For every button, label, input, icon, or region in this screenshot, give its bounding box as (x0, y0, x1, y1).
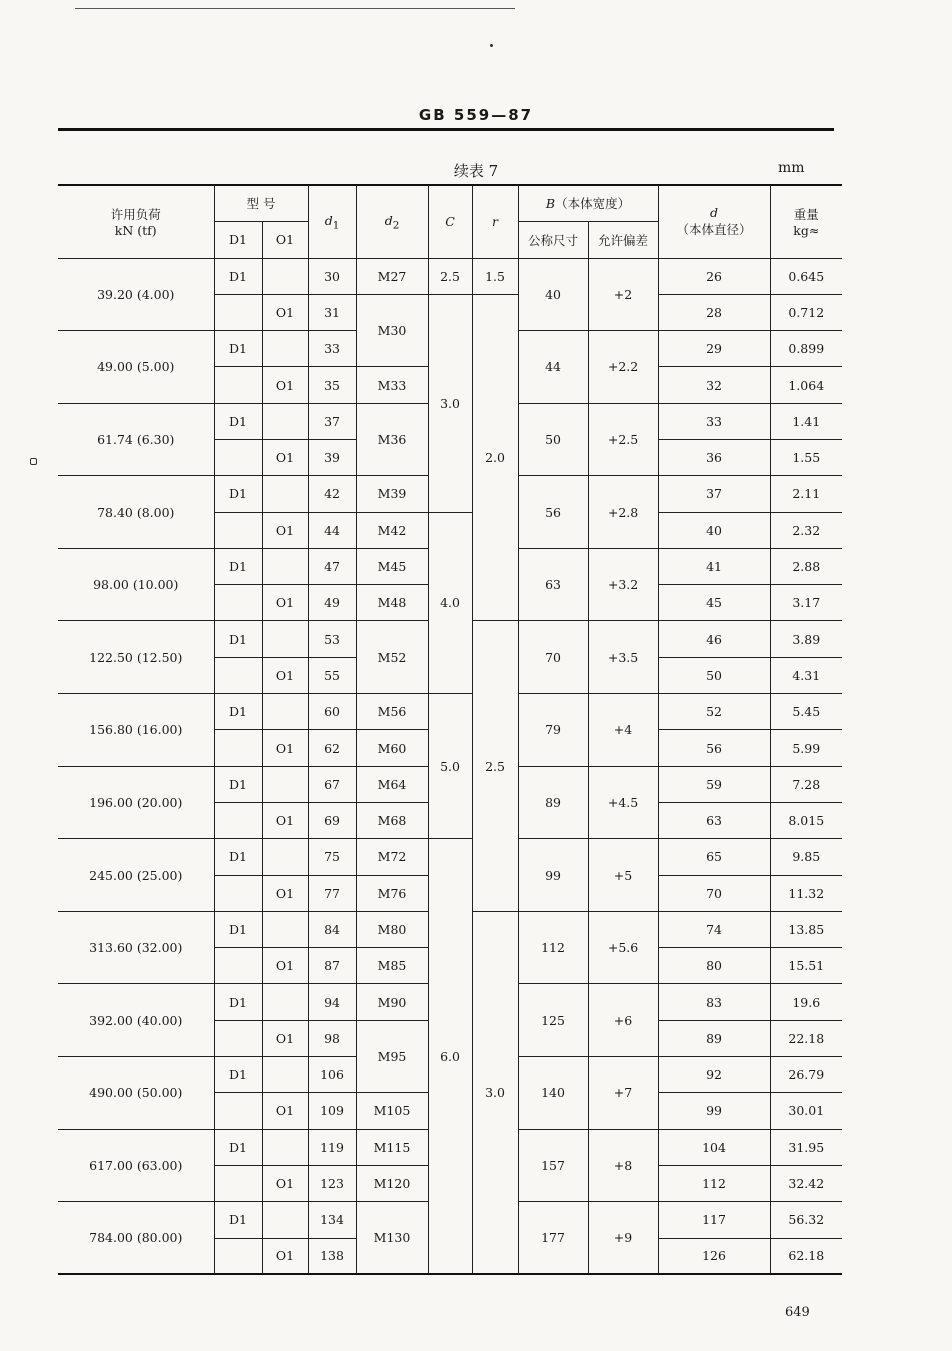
b-nominal-cell: 63 (518, 548, 588, 621)
d-cell: 41 (658, 548, 770, 584)
d2-cell: M68 (356, 802, 428, 838)
col-c-header: C (428, 185, 472, 258)
d1-cell: 49 (308, 585, 356, 621)
col-b-nominal-header: 公称尺寸 (518, 221, 588, 258)
d2-cell: M48 (356, 585, 428, 621)
weight-cell: 11.32 (770, 875, 842, 911)
load-cell: 98.00 (10.00) (58, 548, 214, 621)
model-d-cell: D1 (214, 1057, 262, 1093)
model-o-cell: O1 (262, 1238, 308, 1274)
model-d-cell: D1 (214, 476, 262, 512)
d-cell: 45 (658, 585, 770, 621)
d2-cell: M95 (356, 1020, 428, 1093)
d-cell: 104 (658, 1129, 770, 1165)
weight-cell: 56.32 (770, 1202, 842, 1238)
b-tol-cell: +3.2 (588, 548, 658, 621)
model-d-cell: D1 (214, 403, 262, 439)
d1-cell: 37 (308, 403, 356, 439)
d2-cell: M52 (356, 621, 428, 694)
d2-cell: M120 (356, 1165, 428, 1201)
c-cell: 3.0 (428, 294, 472, 512)
model-o-cell: O1 (262, 439, 308, 475)
weight-cell: 5.45 (770, 694, 842, 730)
model-d-cell: D1 (214, 839, 262, 875)
d2-cell: M36 (356, 403, 428, 476)
model-d-cell (214, 439, 262, 475)
d1-cell: 98 (308, 1020, 356, 1056)
model-d-cell (214, 1165, 262, 1201)
model-o-cell: O1 (262, 875, 308, 911)
model-d-cell (214, 585, 262, 621)
weight-cell: 31.95 (770, 1129, 842, 1165)
unit-label: mm (778, 160, 805, 176)
col-r-header: r (472, 185, 518, 258)
col-d-type-header: D1 (214, 221, 262, 258)
punch-mark (30, 458, 37, 465)
d1-cell: 30 (308, 258, 356, 294)
weight-cell: 13.85 (770, 911, 842, 947)
d1-cell: 62 (308, 730, 356, 766)
d1-cell: 55 (308, 657, 356, 693)
d1-cell: 77 (308, 875, 356, 911)
table-row (58, 839, 842, 875)
header-rule (58, 128, 834, 131)
c-cell: 5.0 (428, 694, 472, 839)
d1-cell: 42 (308, 476, 356, 512)
model-d-cell: D1 (214, 548, 262, 584)
weight-cell: 4.31 (770, 657, 842, 693)
b-tol-cell: +2 (588, 258, 658, 331)
d-cell: 36 (658, 439, 770, 475)
d1-cell: 109 (308, 1093, 356, 1129)
weight-cell: 19.6 (770, 984, 842, 1020)
model-d-cell: D1 (214, 1202, 262, 1238)
d2-cell: M85 (356, 948, 428, 984)
d1-cell: 94 (308, 984, 356, 1020)
r-cell: 2.0 (472, 294, 518, 621)
d1-cell: 60 (308, 694, 356, 730)
d2-cell: M27 (356, 258, 428, 294)
model-o-cell (262, 258, 308, 294)
c-cell: 6.0 (428, 839, 472, 1275)
d-cell: 46 (658, 621, 770, 657)
table-caption: 续表 7 (453, 162, 499, 180)
model-o-cell: O1 (262, 367, 308, 403)
model-o-cell (262, 766, 308, 802)
weight-cell: 0.645 (770, 258, 842, 294)
model-o-cell (262, 694, 308, 730)
d1-cell: 134 (308, 1202, 356, 1238)
d-cell: 29 (658, 331, 770, 367)
model-o-cell: O1 (262, 512, 308, 548)
weight-cell: 3.89 (770, 621, 842, 657)
model-d-cell: D1 (214, 984, 262, 1020)
b-tol-cell: +2.8 (588, 476, 658, 549)
d-cell: 33 (658, 403, 770, 439)
load-cell: 61.74 (6.30) (58, 403, 214, 476)
b-nominal-cell: 99 (518, 839, 588, 912)
d2-cell: M130 (356, 1202, 428, 1275)
weight-cell: 5.99 (770, 730, 842, 766)
d-cell: 63 (658, 802, 770, 838)
d2-cell: M56 (356, 694, 428, 730)
col-d1-header: $d_1$ (308, 185, 356, 258)
model-d-cell (214, 1020, 262, 1056)
d1-cell: 33 (308, 331, 356, 367)
d-cell: 26 (658, 258, 770, 294)
col-b-tol-header: 允许偏差 (588, 221, 658, 258)
model-d-cell: D1 (214, 1129, 262, 1165)
model-o-cell (262, 911, 308, 947)
col-model-header: 型 号 (214, 185, 308, 221)
model-o-cell: O1 (262, 1093, 308, 1129)
model-o-cell (262, 476, 308, 512)
model-d-cell: D1 (214, 766, 262, 802)
b-nominal-cell: 177 (518, 1202, 588, 1275)
d1-cell: 53 (308, 621, 356, 657)
d2-cell: M45 (356, 548, 428, 584)
b-tol-cell: +5.6 (588, 911, 658, 984)
c-cell: 4.0 (428, 512, 472, 693)
model-o-cell: O1 (262, 948, 308, 984)
b-nominal-cell: 125 (518, 984, 588, 1057)
d-cell: 80 (658, 948, 770, 984)
model-d-cell: D1 (214, 694, 262, 730)
d2-cell: M80 (356, 911, 428, 947)
load-cell: 784.00 (80.00) (58, 1202, 214, 1275)
b-nominal-cell: 40 (518, 258, 588, 331)
d-cell: 56 (658, 730, 770, 766)
b-tol-cell: +7 (588, 1057, 658, 1130)
model-d-cell (214, 875, 262, 911)
b-nominal-cell: 140 (518, 1057, 588, 1130)
weight-cell: 2.88 (770, 548, 842, 584)
model-o-cell: O1 (262, 585, 308, 621)
d-cell: 37 (658, 476, 770, 512)
model-d-cell (214, 512, 262, 548)
b-nominal-cell: 70 (518, 621, 588, 694)
col-b-header: B（本体宽度） (518, 185, 658, 221)
table-body (58, 258, 842, 1274)
weight-cell: 30.01 (770, 1093, 842, 1129)
model-d-cell (214, 730, 262, 766)
d1-cell: 123 (308, 1165, 356, 1201)
b-tol-cell: +5 (588, 839, 658, 912)
b-tol-cell: +6 (588, 984, 658, 1057)
model-o-cell (262, 984, 308, 1020)
model-d-cell: D1 (214, 331, 262, 367)
load-cell: 392.00 (40.00) (58, 984, 214, 1057)
r-cell: 1.5 (472, 258, 518, 294)
r-cell: 3.0 (472, 911, 518, 1274)
d-cell: 40 (658, 512, 770, 548)
d2-cell: M64 (356, 766, 428, 802)
d1-cell: 47 (308, 548, 356, 584)
model-o-cell: O1 (262, 802, 308, 838)
d-cell: 70 (658, 875, 770, 911)
d-cell: 50 (658, 657, 770, 693)
d2-cell: M42 (356, 512, 428, 548)
d-cell: 65 (658, 839, 770, 875)
model-d-cell (214, 367, 262, 403)
b-nominal-cell: 50 (518, 403, 588, 476)
d2-cell: M33 (356, 367, 428, 403)
b-nominal-cell: 44 (518, 331, 588, 404)
weight-cell: 2.11 (770, 476, 842, 512)
d2-cell: M60 (356, 730, 428, 766)
d1-cell: 87 (308, 948, 356, 984)
weight-cell: 3.17 (770, 585, 842, 621)
d-cell: 112 (658, 1165, 770, 1201)
model-o-cell (262, 548, 308, 584)
d1-cell: 39 (308, 439, 356, 475)
model-o-cell: O1 (262, 657, 308, 693)
d-cell: 126 (658, 1238, 770, 1274)
d2-cell: M76 (356, 875, 428, 911)
model-d-cell: D1 (214, 911, 262, 947)
model-o-cell (262, 1202, 308, 1238)
d1-cell: 75 (308, 839, 356, 875)
col-d-header: d （本体直径） (658, 185, 770, 258)
d1-cell: 84 (308, 911, 356, 947)
d-cell: 52 (658, 694, 770, 730)
scan-speck (490, 44, 493, 47)
d1-cell: 44 (308, 512, 356, 548)
c-cell: 2.5 (428, 258, 472, 294)
b-tol-cell: +3.5 (588, 621, 658, 694)
model-o-cell: O1 (262, 1165, 308, 1201)
standard-header: GB 559—87 (418, 106, 534, 124)
col-o-type-header: O1 (262, 221, 308, 258)
d-cell: 99 (658, 1093, 770, 1129)
col-load-header: 许用负荷 kN (tf) (58, 185, 214, 258)
load-cell: 122.50 (12.50) (58, 621, 214, 694)
d2-cell: M72 (356, 839, 428, 875)
d2-cell: M105 (356, 1093, 428, 1129)
d-cell: 83 (658, 984, 770, 1020)
col-d2-header: $d_2$ (356, 185, 428, 258)
weight-cell: 8.015 (770, 802, 842, 838)
d-cell: 32 (658, 367, 770, 403)
weight-cell: 0.712 (770, 294, 842, 330)
d-cell: 28 (658, 294, 770, 330)
model-o-cell (262, 331, 308, 367)
d-cell: 92 (658, 1057, 770, 1093)
d1-cell: 69 (308, 802, 356, 838)
model-o-cell (262, 621, 308, 657)
d-cell: 117 (658, 1202, 770, 1238)
load-cell: 49.00 (5.00) (58, 331, 214, 404)
model-d-cell (214, 1238, 262, 1274)
b-nominal-cell: 79 (518, 694, 588, 767)
dimension-table (58, 184, 842, 1275)
weight-cell: 9.85 (770, 839, 842, 875)
d-cell: 74 (658, 911, 770, 947)
model-o-cell (262, 839, 308, 875)
b-tol-cell: +4.5 (588, 766, 658, 839)
load-cell: 156.80 (16.00) (58, 694, 214, 767)
weight-cell: 22.18 (770, 1020, 842, 1056)
weight-cell: 26.79 (770, 1057, 842, 1093)
weight-cell: 1.55 (770, 439, 842, 475)
weight-cell: 0.899 (770, 331, 842, 367)
model-d-cell: D1 (214, 258, 262, 294)
table-row (58, 258, 842, 294)
weight-cell: 62.18 (770, 1238, 842, 1274)
model-o-cell: O1 (262, 294, 308, 330)
d1-cell: 119 (308, 1129, 356, 1165)
b-tol-cell: +4 (588, 694, 658, 767)
weight-cell: 2.32 (770, 512, 842, 548)
model-d-cell (214, 1093, 262, 1129)
load-cell: 78.40 (8.00) (58, 476, 214, 549)
weight-cell: 1.064 (770, 367, 842, 403)
model-d-cell: D1 (214, 621, 262, 657)
d1-cell: 106 (308, 1057, 356, 1093)
load-cell: 245.00 (25.00) (58, 839, 214, 912)
b-tol-cell: +2.2 (588, 331, 658, 404)
b-nominal-cell: 89 (518, 766, 588, 839)
d1-cell: 138 (308, 1238, 356, 1274)
d1-cell: 67 (308, 766, 356, 802)
d1-cell: 31 (308, 294, 356, 330)
weight-cell: 32.42 (770, 1165, 842, 1201)
b-nominal-cell: 112 (518, 911, 588, 984)
load-cell: 196.00 (20.00) (58, 766, 214, 839)
load-cell: 490.00 (50.00) (58, 1057, 214, 1130)
model-o-cell: O1 (262, 1020, 308, 1056)
b-tol-cell: +8 (588, 1129, 658, 1202)
model-d-cell (214, 948, 262, 984)
model-d-cell (214, 657, 262, 693)
b-tol-cell: +2.5 (588, 403, 658, 476)
model-d-cell (214, 802, 262, 838)
model-o-cell (262, 1057, 308, 1093)
weight-cell: 1.41 (770, 403, 842, 439)
d2-cell: M90 (356, 984, 428, 1020)
b-tol-cell: +9 (588, 1202, 658, 1275)
r-cell: 2.5 (472, 621, 518, 911)
d-cell: 59 (658, 766, 770, 802)
model-o-cell: O1 (262, 730, 308, 766)
load-cell: 617.00 (63.00) (58, 1129, 214, 1202)
top-scan-line (75, 8, 515, 9)
page-number: 649 (785, 1305, 810, 1320)
model-o-cell (262, 1129, 308, 1165)
b-nominal-cell: 56 (518, 476, 588, 549)
d1-cell: 35 (308, 367, 356, 403)
d-cell: 89 (658, 1020, 770, 1056)
d2-cell: M30 (356, 294, 428, 367)
weight-cell: 7.28 (770, 766, 842, 802)
model-o-cell (262, 403, 308, 439)
d2-cell: M115 (356, 1129, 428, 1165)
load-cell: 313.60 (32.00) (58, 911, 214, 984)
col-weight-header: 重量 kg≈ (770, 185, 842, 258)
weight-cell: 15.51 (770, 948, 842, 984)
load-cell: 39.20 (4.00) (58, 258, 214, 331)
model-d-cell (214, 294, 262, 330)
d2-cell: M39 (356, 476, 428, 512)
b-nominal-cell: 157 (518, 1129, 588, 1202)
table-row (58, 694, 842, 730)
